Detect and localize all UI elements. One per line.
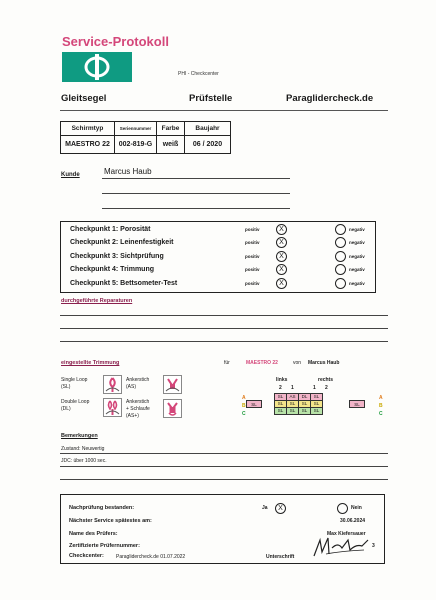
remarks-line-2-text: JDC: über 1000 sec. bbox=[61, 458, 107, 464]
remarks-line-3 bbox=[60, 479, 388, 480]
trim-outside-left: SL bbox=[246, 400, 262, 408]
next-service-value: 30.06.2024 bbox=[340, 518, 366, 524]
double-loop-knot-icon bbox=[103, 398, 122, 417]
spec-type-value: MAESTRO 22 bbox=[61, 136, 115, 154]
phi-logo bbox=[62, 52, 132, 82]
passed-no-label: Nein bbox=[351, 505, 362, 511]
trimming-grid bbox=[274, 393, 323, 415]
trimming-of-label: von bbox=[293, 360, 302, 366]
trim-cell-a-l1: AS bbox=[287, 394, 299, 401]
customer-label: Kunde bbox=[61, 172, 80, 178]
trim-col-right-1: 1 bbox=[313, 385, 316, 391]
customer-line-3 bbox=[102, 208, 290, 209]
checkpoint-2-positive-label: positiv bbox=[245, 240, 260, 245]
spec-color-value: weiß bbox=[157, 136, 185, 154]
trim-cell-b-l2: SL bbox=[275, 401, 287, 408]
row-a-label-left: A bbox=[242, 395, 246, 401]
trim-cell-c-r1: SL bbox=[299, 408, 311, 415]
remarks-line-1-text: Zustand: Neuwertig bbox=[61, 446, 105, 452]
trim-col-right-2: 2 bbox=[325, 385, 328, 391]
trim-col-left-2: 2 bbox=[279, 385, 282, 391]
trim-cell-b-l1: SL bbox=[287, 401, 299, 408]
checkpoint-4-negative-checkbox[interactable] bbox=[335, 264, 346, 275]
header-divider bbox=[60, 110, 388, 111]
ankerstich-knot-icon bbox=[163, 375, 182, 394]
document-title: Service-Protokoll bbox=[62, 34, 169, 49]
spec-year-value: 06 / 2020 bbox=[185, 136, 231, 154]
spec-serial-value: 002-819-G bbox=[115, 136, 157, 154]
trimming-owner: Marcus Haub bbox=[308, 360, 340, 366]
trim-cell-b-r1: SL bbox=[299, 401, 311, 408]
tester-value: Max Kiefersauer bbox=[327, 531, 366, 537]
checkpoint-3-negative-checkbox[interactable] bbox=[335, 251, 346, 262]
spec-header-color: Farbe bbox=[157, 122, 185, 136]
trimming-model: MAESTRO 22 bbox=[246, 360, 278, 366]
repairs-line-1 bbox=[60, 315, 388, 316]
signature-label: Unterschrift bbox=[266, 554, 295, 560]
spec-header-serial: Seriennummer bbox=[115, 122, 157, 136]
trim-left-label: links bbox=[276, 377, 288, 383]
checkpoint-4-positive-label: positiv bbox=[245, 267, 260, 272]
next-service-label: Nächster Service spätestes am: bbox=[69, 518, 152, 524]
row-b-label-right: B bbox=[379, 403, 383, 409]
single-loop-label: Single Loop (SL) bbox=[61, 377, 88, 390]
checkpoint-1-positive-label: positiv bbox=[245, 227, 260, 232]
single-loop-knot-icon bbox=[103, 375, 122, 394]
customer-line-2 bbox=[102, 193, 290, 194]
repairs-line-2 bbox=[60, 328, 388, 329]
checkpoint-4-negative-label: negativ bbox=[349, 267, 365, 272]
checkpoint-3-label: Checkpunkt 3: Sichtprüfung bbox=[70, 253, 164, 260]
checkpoint-2-label: Checkpunkt 2: Leinenfestigkeit bbox=[70, 239, 174, 246]
header-gleitsegel: Gleitsegel bbox=[61, 93, 107, 104]
ankerstich-plus-label: Ankerstich + Schlaufe (AS+) bbox=[126, 399, 150, 419]
trim-outside-right: SL bbox=[349, 400, 365, 408]
passed-label: Nachprüfung bestanden: bbox=[69, 505, 135, 511]
checkpoint-3-negative-label: negativ bbox=[349, 254, 365, 259]
glider-spec-table bbox=[60, 121, 231, 154]
remarks-label: Bemerkungen bbox=[61, 433, 98, 439]
checkpoint-1-label: Checkpunkt 1: Porosität bbox=[70, 226, 151, 233]
row-c-label-right: C bbox=[379, 411, 383, 417]
checkpoint-5-positive-checkbox[interactable]: X bbox=[276, 278, 287, 289]
checkpoint-2-positive-checkbox[interactable]: X bbox=[276, 237, 287, 248]
checkpoint-3-positive-label: positiv bbox=[245, 254, 260, 259]
trim-cell-c-r2: SL bbox=[311, 408, 323, 415]
checkpoint-5-positive-label: positiv bbox=[245, 281, 260, 286]
passed-yes-label: Ja bbox=[262, 505, 268, 511]
trim-cell-a-r1: DL bbox=[299, 394, 311, 401]
customer-line-1 bbox=[102, 178, 290, 179]
trim-right-label: rechts bbox=[318, 377, 334, 383]
checkpoint-5-negative-label: negativ bbox=[349, 281, 365, 286]
cert-value: 3 bbox=[372, 543, 375, 549]
trim-cell-a-r2: SL bbox=[311, 394, 323, 401]
row-b-label-left: B bbox=[242, 403, 246, 409]
trim-row-labels-right bbox=[379, 394, 383, 418]
checkpoint-4-label: Checkpunkt 4: Trimmung bbox=[70, 266, 155, 273]
checkpoint-1-positive-checkbox[interactable]: X bbox=[276, 224, 287, 235]
passed-no-checkbox[interactable] bbox=[337, 503, 348, 514]
remarks-line-2 bbox=[60, 466, 388, 467]
ankerstich-as-label: Ankerstich (AS) bbox=[126, 377, 150, 390]
row-a-label-right: A bbox=[379, 395, 383, 401]
header-pruefstelle: Prüfstelle bbox=[189, 93, 233, 104]
checkcenter-value: Paraglidercheck.de 01.07.2022 bbox=[116, 554, 186, 560]
repairs-line-3 bbox=[60, 341, 388, 342]
trim-cell-b-r2: SL bbox=[311, 401, 323, 408]
checkpoint-2-negative-checkbox[interactable] bbox=[335, 237, 346, 248]
trimming-for-label: für bbox=[224, 360, 230, 366]
trim-cell-c-l1: SL bbox=[287, 408, 299, 415]
checkcenter-label: Checkcenter: bbox=[69, 553, 104, 559]
cert-label: Zertifizierte Prüfernummer: bbox=[69, 543, 140, 549]
tester-label: Name des Prüfers: bbox=[69, 531, 118, 537]
remarks-line-1 bbox=[60, 453, 388, 454]
checkpoint-5-label: Checkpunkt 5: Bettsometer-Test bbox=[70, 280, 178, 287]
trim-col-left-1: 1 bbox=[291, 385, 294, 391]
trimming-label: eingestellte Trimmung bbox=[61, 360, 120, 366]
checkpoint-3-positive-checkbox[interactable]: X bbox=[276, 251, 287, 262]
header-website: Paraglidercheck.de bbox=[286, 93, 374, 104]
customer-value: Marcus Haub bbox=[104, 167, 152, 176]
passed-yes-checkbox[interactable]: X bbox=[275, 503, 286, 514]
repairs-label: durchgeführte Reparaturen bbox=[61, 298, 133, 304]
logo-subtitle: PHI - Checkcenter bbox=[178, 71, 219, 77]
trim-cell-a-l2: SL bbox=[275, 394, 287, 401]
checkpoint-2-negative-label: negativ bbox=[349, 240, 365, 245]
signature bbox=[312, 534, 372, 560]
checkpoint-1-negative-checkbox[interactable] bbox=[335, 224, 346, 235]
row-c-label-left: C bbox=[242, 411, 246, 417]
checkpoint-4-positive-checkbox[interactable]: X bbox=[276, 264, 287, 275]
spec-header-type: Schirmtyp bbox=[61, 122, 115, 136]
checkpoint-5-negative-checkbox[interactable] bbox=[335, 278, 346, 289]
checkpoint-1-negative-label: negativ bbox=[349, 227, 365, 232]
ankerstich-plus-knot-icon bbox=[163, 399, 182, 418]
trim-cell-c-l2: SL bbox=[275, 408, 287, 415]
spec-header-year: Baujahr bbox=[185, 122, 231, 136]
double-loop-label: Double Loop (DL) bbox=[61, 399, 90, 412]
